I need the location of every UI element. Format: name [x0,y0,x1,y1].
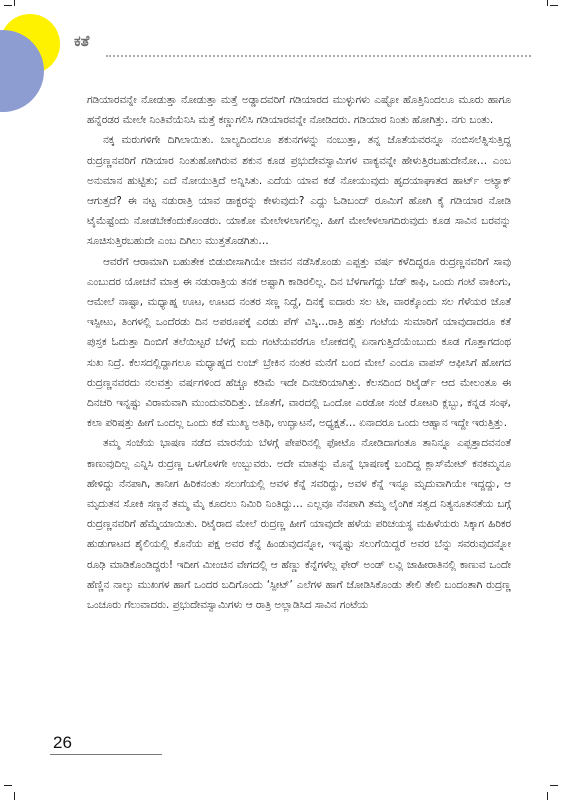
crop-mark-top-left-v [14,0,15,6]
crop-mark-bottom-right-v [547,792,548,800]
footer-rule [50,754,162,755]
story-body [87,90,511,740]
crop-mark-top-right-h [550,5,558,6]
crop-mark-bottom-right-h [550,785,558,786]
paragraph: ಆವರೆಗೆ ಆರಾಮಾಗಿ ಬಹುತೇಕ ಬಿಡುಬೀಸಾಗಿಯೇ ಜೀವನ ನಡೆಸಿಕೊಂಡು ಎಪ್ಪತ್ತು ವರ್ಷ ಕಳೆದಿದ್ದರೂ ರುದ್ರಣ್ಣನವರಿಗೆ ಸಾವು ಎಂಬುದರ ಯೋಚನೆ ಮಾತ್ರ ಈ ನಡುರಾತ್ರಿಯ ತನಕ ಅಷ್ಟಾಗಿ ಕಾಡಿರಲಿಲ್ಲ. ದಿನ ಬೆಳಗಾಗೆದ್ದು ಬೆಡ್ ಕಾಫಿ, ಒಂದು ಗಂಟೆ ವಾಕಿಂಗು, ಆಮೇಲೆ ನಾಷ್ಟಾ, ಮಧ್ಯಾಹ್ನ ಊಟ, ಊಟದ ನಂತರ ಸಣ್ಣ ನಿದ್ದೆ, ದಿನಕ್ಕೆ ಐದಾರು ಸಲ ಟೀ, ವಾರಕ್ಕೊಂದು ಸಲ ಗೆಳೆಯರ ಜೊತೆ ಇಸ್ಪೀಟು, ತಿಂಗಳಲ್ಲಿ ಒಂದೆರಡು ದಿನ ಅಪರೂಪಕ್ಕೆ ಎರಡು ಪೆಗ್ ವಿಸ್ಕಿ…ರಾತ್ರಿ ಹತ್ತು ಗಂಟೆಯ ಸುಮಾರಿಗೆ ಯಾವುದಾದರೂ ಕತೆ ಪುಸ್ತಕ ಓದುತ್ತಾ ದಿಂಬಿಗೆ ತಲೆಯಿಟ್ಟರೆ ಬೆಳಗ್ಗೆ ಐದು ಗಂಟೆಯವರೆಗೂ ಲೋಕದಲ್ಲಿ ಏನಾಗುತ್ತಿದೆಯೆಂಬುದು ಕೂಡ ಗೊತ್ತಾಗದಂಥ ಸುಖ ನಿದ್ರೆ. ಕೆಲಸದಲ್ಲಿದ್ದಾಗಲೂ ಮಧ್ಯಾಹ್ನದ ಲಂಚ್ ಬ್ರೇಕಿನ ನಂತರ ಮನೆಗೆ ಬಂದ ಮೇಲೆ ಎಂದೂ ವಾಪಸ್ ಆಫೀಸಿಗೆ ಹೋಗದ ರುದ್ರಣ್ಣನವರದು ನಲವತ್ತು ವರ್ಷಗಳಿಂದ ಹೆಚ್ಚೂ ಕಡಿಮೆ ಇದೇ ದಿನಚರಿಯಾಗಿತ್ತು. ಕೆಲಸದಿಂದ ರಿಟೈರ್ಡ್ ಆದ ಮೇಲಂತೂ ಈ ದಿನಚರಿ ಇನ್ನಷ್ಟು ವಿರಾಮವಾಗಿ ಮುಂದುವರಿದಿತ್ತು. ಜೊತೆಗೆ, ವಾರದಲ್ಲಿ ಒಂದೋ ಎರಡೋ ಸಂಜೆ ರೋಟರಿ ಕ್ಲಬ್ಬು, ಕನ್ನಡ ಸಂಘ, ಕಲಾ ಪರಿಷತ್ತು ಹೀಗೆ ಒಂದಲ್ಲ ಒಂದು ಕಡೆ ಮುಖ್ಯ ಅತಿಥಿ, ಉದ್ಘಾಟನೆ, ಅಧ್ಯಕ್ಷತೆ… ಏನಾದರೂ ಒಂದು ಆಹ್ವಾನ ಇದ್ದೇ ಇರುತ್ತಿತ್ತು. [87,255,511,430]
section-label: ಕತೆ [74,32,90,50]
crop-mark-top-left-h [4,5,12,6]
paragraph: ಗಡಿಯಾರವನ್ನೇ ನೋಡುತ್ತಾ ನೋಡುತ್ತಾ ಮತ್ತೆ ಅಡ್ಡಾದವರಿಗೆ ಗಡಿಯಾರದ ಮುಳ್ಳುಗಳು ಎಷ್ಟೋ ಹೊತ್ತಿನಿಂದಲೂ ಮೂರು ಹಾಗೂ ಹನ್ನೆರಡರ ಮೇಲೇ ನಿಂತಿವೆಯೆನಿಸಿ ಮತ್ತೆ ಕಣ್ಣುಗಲಿಸಿ ಗಡಿಯಾರವನ್ನೇ ನೋಡಿದರು. ಗಡಿಯಾರ ನಿಂತು ಹೋಗಿತ್ತು. ನಗು ಬಂತು. [87,94,511,127]
crop-mark-bottom-left-v [14,792,15,800]
crop-mark-bottom-left-h [4,785,12,786]
crop-mark-top-right-v [547,0,548,6]
paragraph: ನಕ್ಕ ಮರುಗಳಿಗೇ ದಿಗಿಲಾಯಿತು. ಬಾಲ್ಯದಿಂದಲೂ ಶಕುನಗಳನ್ನು ನಂಬುತ್ತಾ, ತನ್ನ ಜೊತೆಯವರನ್ನೂ ನಂಬಿಸಲೆತ್ನಿಸುತ್ತಿದ್ದ ರುದ್ರಣ್ಣನವರಿಗೆ ಗಡಿಯಾರ ನಿಂತುಹೋಗಿರುವ ಶಕುನ ಕೂಡ ಪ್ರಭುದೇವಸ್ವಾಮಿಗಳ ವಾಕ್ಯವನ್ನೇ ಹೇಳುತ್ತಿರಬಹುದೇನೋ… ಎಂಬ ಅನುಮಾನ ಹುಟ್ಟಿತು; ಎದೆ ನೋಯುತ್ತಿದೆ ಅನ್ನಿಸಿತು. ಎದೆಯ ಯಾವ ಕಡೆ ನೋಯುವುದು ಹೃದಯಾಘಾತದ ಹಾರ್ಟ್ ಅಟ್ಯಾಕ್ ಆಗುತ್ತದೆ? ಈ ನಟ್ಟ ನಡುರಾತ್ರಿ ಯಾವ ಡಾಕ್ಟರನ್ನು ಕೇಳುವುದು? ಎದ್ದು ಓಡಿಬಂದ್ ರೂಮಿಗೆ ಹೋಗಿ ಕೈ ಗಡಿಯಾರ ನೋಡಿ ಟೈಮೆಷ್ಟೆಂದು ನೋಡಬೇಕೆಂದುಕೊಂಡರು. ಯಾಕೋ ಮೇಲೇಳಲಾಗಲಿಲ್ಲ. ಹೀಗೆ ಮೇಲೇಳಲಾಗದಿರುವುದು ಕೂಡ ಸಾವಿನ ಬರವನ್ನು ಸೂಚಿಸುತ್ತಿರಬಹುದೇ ಎಂಬ ದಿಗಿಲು ಮುತ್ತತೊಡಗಿತು… [87,134,511,248]
header-dotted-rule [106,55,531,57]
page-number: 26 [53,733,72,752]
paragraph: ತಮ್ಮ ಸಂಜೆಯ ಭಾಷಣ ನಡೆದ ಮಾರನೆಯ ಬೆಳಗ್ಗೆ ಪೇಪರಿನಲ್ಲಿ ಫೋಟೊ ನೋಡಿದಾಗಂತೂ ತಾನಿನ್ನೂ ಎಪ್ಪತ್ತಾದವನಂತೆ ಕಾಣುವುದಿಲ್ಲ ಎನ್ನಿಸಿ ರುದ್ರಣ್ಣ ಒಳಗೊಳಗೇ ಉಬ್ಬುವರು. ಅದೇ ಮಾತನ್ನು ಮೊನ್ನೆ ಭಾಷಣಕ್ಕೆ ಬಂದಿದ್ದ ಕ್ಲಾಸ್‌ಮೇಟ್ ಕನಕಮ್ಮನೂ ಹೇಳಿದ್ದು ನೆನಪಾಗಿ, ತಾನೀಗ ಹಿರಿಕನಂತು ಸಲುಗೆಯಲ್ಲಿ ಅವಳ ಕೆನ್ನೆ ಸವರಿದ್ದು, ಅವಳ ಕೆನ್ನೆ ಇನ್ನೂ ಮೃದುವಾಗಿಯೇ ಇದ್ದದ್ದು, ಆ ಮೃದುತನ ಸೋಕಿ ಸಣ್ಣನೆ ತಮ್ಮ ಮೈ ಕೂದಲು ನಿಮಿರಿ ನಿಂತಿದ್ದು… ಎಲ್ಲವೂ ನೆನಪಾಗಿ ತಮ್ಮ ಲೈಂಗಿಕ ಸತ್ವದ ನಿತ್ಯನೂತನತೆಯ ಬಗ್ಗೆ ರುದ್ರಣ್ಣನವರಿಗೆ ಹೆಮ್ಮೆಯಾಯಿತು. ರಿಟೈರಾದ ಮೇಲೆ ರುದ್ರಣ್ಣ ಹೀಗೆ ಯಾವುದೇ ಹಳೆಯ ಪರಿಚಯಸ್ಥ ಮಹಿಳೆಯರು ಸಿಕ್ಕಾಗ ಹಿರಿಕರ ಹುಡುಗಾಟದ ಶೈಲಿಯಲ್ಲಿ ಕೊನೆಯ ಪಕ್ಷ ಅವರ ಕೆನ್ನೆ ಹಿಂಡುವುದನ್ನೋ, ಇನ್ನಷ್ಟು ಸಲುಗೆಯಿದ್ದರೆ ಅವರ ಬೆನ್ನು ಸವರುವುದನ್ನೋ ರೂಢಿ ಮಾಡಿಕೊಂಡಿದ್ದರು! ಇದೀಗ ಮೀಂಚಿನ ವೇಗದಲ್ಲಿ ಆ ಹೆಣ್ಣು ಕೆನ್ನೆಗಳೆಲ್ಲ ಫೇರ್ ಅಂಡ್ ಲವ್ಲಿ ಜಾಹೀರಾತಿನಲ್ಲಿ ಕಾಣುವ ಒಂದೇ ಹೆಣ್ಣಿನ ನಾಲ್ಕು ಮುಖಗಳ ಹಾಗೆ ಒಂದರ ಬದಿಗೊಂದು ‘ಸ್ಪೀಟ್’ ಎಲೆಗಳ ಹಾಗೆ ಜೋಡಿಸಿಕೊಂಡು ತೇಲಿ ತೇಲಿ ಬಂದಂತಾಗಿ ರುದ್ರಣ್ಣ ಒಂಚೂರು ಗೆಲುವಾದರು. ಪ್ರಭುದೇವಸ್ವಾಮಿಗಳು ಆ ರಾತ್ರಿ ಅಲ್ಲಾಡಿಸಿದ ಸಾವಿನ ಗಂಟೆಯ [87,437,511,612]
